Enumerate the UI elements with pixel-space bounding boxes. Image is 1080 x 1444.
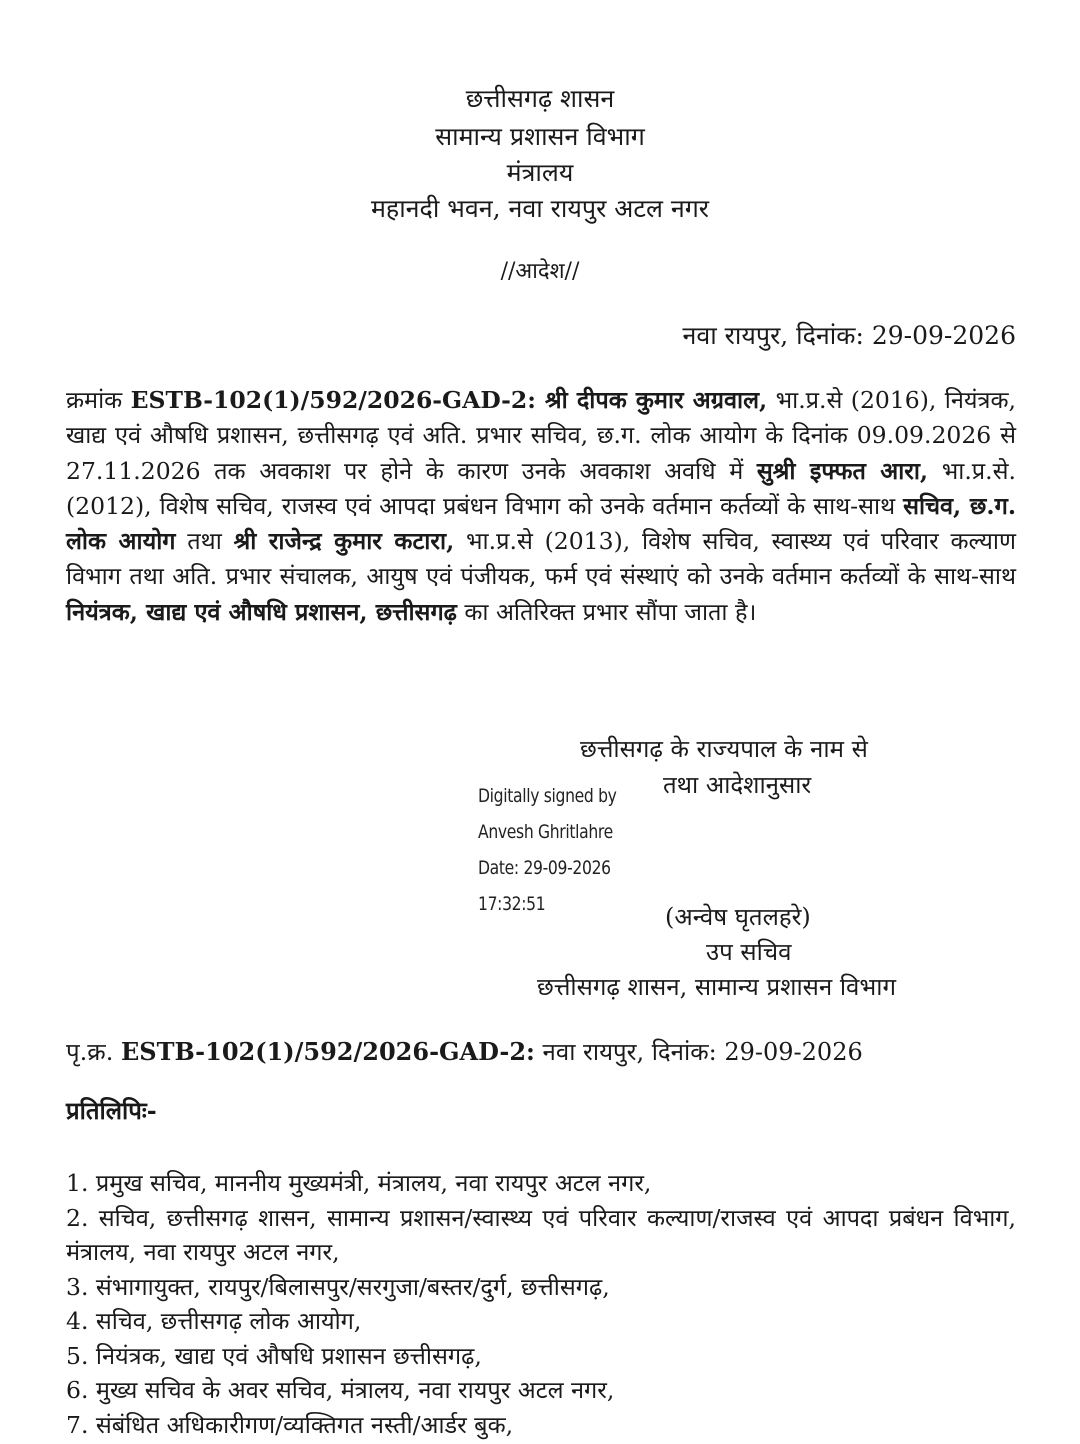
digital-signature-name: Anvesh Ghritlahre xyxy=(478,821,613,843)
header-address: महानदी भवन, नवा रायपुर अटल नगर xyxy=(370,194,710,223)
list-item: 3. संभागायुक्त, रायपुर/बिलासपुर/सरगुजा/बस्तर/दुर्ग, छत्तीसगढ़, xyxy=(66,1272,610,1301)
body-bold-3: सचिव, छ.ग. लोक आयोग xyxy=(66,491,1017,556)
reference-prefix: पृ.क्र. xyxy=(66,1038,121,1066)
body-text-5: भा.प्र.से (2013), विशेष सचिव, स्वास्थ्य एवं परिवार कल्याण विभाग तथा अति. प्रभार संचालक, आयुष एवं पंजीयक, फर्म एवं संस्थाएं को उनके वर्तमान कर्तव्यों के साथ-साथ xyxy=(66,527,1016,591)
body-bold-1: ESTB-102(1)/592/2026-GAD-2: श्री दीपक कुमार अग्रवाल, xyxy=(130,386,768,414)
order-title: //आदेश// xyxy=(500,259,580,284)
reference-number: ESTB-102(1)/592/2026-GAD-2: xyxy=(120,1037,535,1066)
copy-list xyxy=(66,1166,1016,1442)
body-bold-2: सुश्री इफ्फत आरा, xyxy=(756,456,929,485)
header-ministry: मंत्रालय xyxy=(506,158,574,187)
body-text-4: तथा xyxy=(175,527,234,556)
body-text-2: भा.प्र.से (2016), नियंत्रक, खाद्य एवं औषधि प्रशासन, छत्तीसगढ़ एवं अति. प्रभार सचिव, छ.ग. लोक आयोग के दिनांक 09.09.2026 से 27.11.2026 तक अवकाश पर होने के कारण उनके अवकाश अवधि में xyxy=(66,386,1016,485)
digital-signature-label: Digitally signed by xyxy=(478,785,617,807)
copy-heading: प्रतिलिपिः- xyxy=(66,1096,157,1125)
list-item: 5. नियंत्रक, खाद्य एवं औषधि प्रशासन छत्तीसगढ़, xyxy=(66,1341,482,1370)
body-text-6: का अतिरिक्त प्रभार सौंपा जाता है। xyxy=(456,597,757,626)
digital-signature-date: Date: 29-09-2026 xyxy=(478,857,611,879)
body-text-1: क्रमांक xyxy=(66,386,131,414)
header-government: छत्तीसगढ़ शासन xyxy=(465,84,615,113)
list-item: 2. सचिव, छत्तीसगढ़ शासन, सामान्य प्रशासन/स्वास्थ्य एवं परिवार कल्याण/राजस्व एवं आपदा प्रबंधन विभाग, मंत्रालय, नवा रायपुर अटल नगर, xyxy=(66,1203,1016,1266)
header-department: सामान्य प्रशासन विभाग xyxy=(435,122,645,151)
body-text-3: भा.प्र.से. (2012), विशेष सचिव, राजस्व एवं आपदा प्रबंधन विभाग को उनके वर्तमान कर्तव्यों के साथ-साथ xyxy=(66,456,1016,520)
digital-signature xyxy=(478,778,617,922)
list-item: 4. सचिव, छत्तीसगढ़ लोक आयोग, xyxy=(66,1307,362,1335)
body-bold-5: नियंत्रक, खाद्य एवं औषधि प्रशासन, छत्तीसगढ़ xyxy=(66,597,457,626)
signatory-department: छत्तीसगढ़ शासन, सामान्य प्रशासन विभाग xyxy=(537,973,896,1001)
order-body xyxy=(66,383,1016,630)
reference-date: नवा रायपुर, दिनांक: 29-09-2026 xyxy=(534,1038,863,1066)
signatory-designation: उप सचिव xyxy=(706,938,792,966)
order-date: नवा रायपुर, दिनांक: 29-09-2026 xyxy=(682,321,1016,350)
body-bold-4: श्री राजेन्द्र कुमार कटारा, xyxy=(233,527,455,556)
signature-authority-line: छत्तीसगढ़ के राज्यपाल के नाम से xyxy=(580,735,868,763)
signature-order-line: तथा आदेशानुसार xyxy=(663,771,812,799)
digital-signature-time: 17:32:51 xyxy=(478,893,546,915)
endorsement-reference xyxy=(66,1035,863,1068)
list-item: 7. संबंधित अधिकारीगण/व्यक्तिगत नस्ती/आर्डर बुक, xyxy=(66,1410,514,1439)
list-item: 1. प्रमुख सचिव, माननीय मुख्यमंत्री, मंत्रालय, नवा रायपुर अटल नगर, xyxy=(66,1169,652,1197)
signatory-name: (अन्वेष घृतलहरे) xyxy=(665,903,811,931)
list-item: 6. मुख्य सचिव के अवर सचिव, मंत्रालय, नवा रायपुर अटल नगर, xyxy=(66,1376,615,1404)
